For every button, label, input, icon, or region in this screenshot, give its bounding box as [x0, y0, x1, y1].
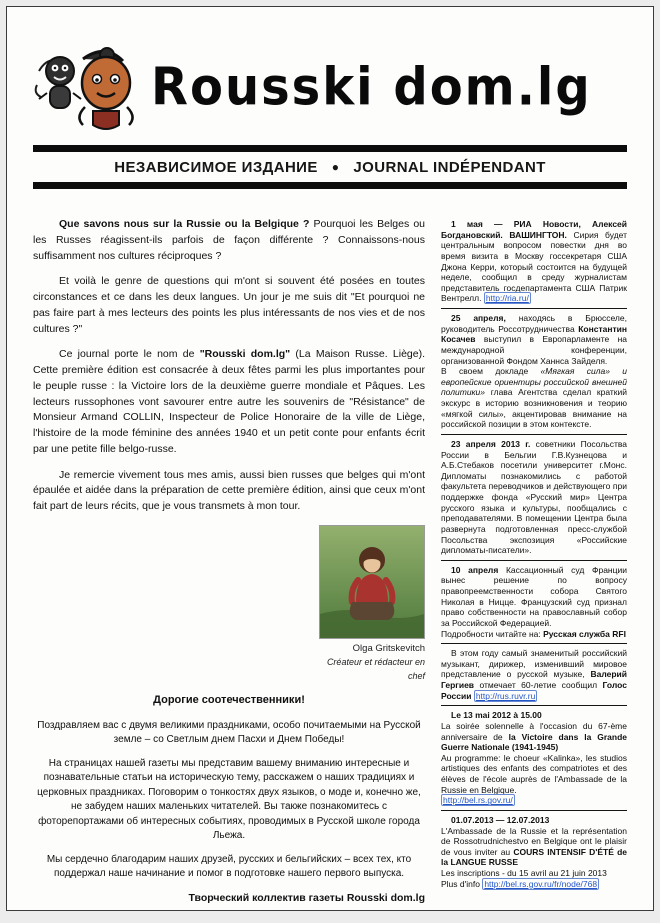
- text-run: выступил в Европарламенте на международной конференции, организованной Фондом Ханнса Зайделя.: [441, 334, 627, 366]
- text-run: отмечает 60-летие сообщил: [474, 680, 603, 690]
- text-run: Сирия будет центральным вопросом повестки дня во время визита в Москву госсекретаря США Джона Керри, который состоится на будущей неделе, сообщил в среду журналистам представитель госдепартамента США Патрик Вентрелл.: [441, 229, 627, 304]
- text-run: Ce journal porte le nom de: [59, 348, 200, 361]
- text-run: "Rousski dom.lg": [199, 348, 291, 361]
- news-item: [441, 439, 627, 556]
- text-run: В своем докладе: [441, 366, 541, 377]
- masthead-tagline: [33, 152, 627, 182]
- editorial-paragraph: [33, 217, 425, 264]
- text-run: 23 апреля 2013 г.: [451, 438, 531, 449]
- text-run: глава Агентства сделал краткий экскурс в историю возникновения и теорию «мягкой силы», акцентировав внимание на российской позиции в этом контексте.: [441, 387, 627, 430]
- newspaper-page: [6, 6, 654, 911]
- tagline-russian: НЕЗАВИСИМОЕ ИЗДАНИЕ: [114, 159, 318, 176]
- text-run: Plus d'info: [441, 878, 483, 889]
- tagline-french: JOURNAL INDÉPENDANT: [353, 159, 546, 176]
- hyperlink[interactable]: http://rus.ruvr.ru: [475, 690, 536, 701]
- news-separator: [441, 705, 627, 706]
- text-run: Кассационный суд Франции вынес решение по вопросу правопреемственности собора Святого Николая в Ницце. Французский суд признал право собственности на православный собор за Российской Федерацией.: [441, 564, 627, 628]
- photo-caption-name: Olga Gritskevitch: [352, 642, 425, 654]
- news-separator: [441, 434, 627, 435]
- hyperlink[interactable]: http://bel.rs.gov.ru/: [443, 795, 513, 806]
- news-separator: [441, 643, 627, 644]
- text-run: Les inscriptions - du 15 avril au 21 juin 2013: [441, 868, 607, 878]
- logo-illustration: [33, 41, 143, 133]
- text-run: Русская служба RFI: [543, 628, 626, 639]
- text-run: Que savons nous sur la Russie ou la Belgique ?: [59, 218, 310, 230]
- hyperlink[interactable]: http://ria.ru/: [485, 293, 529, 304]
- text-run: Голос России: [441, 680, 627, 701]
- editor-photo: [319, 525, 425, 639]
- news-item: [441, 313, 627, 430]
- news-item: [441, 648, 627, 701]
- news-item: [441, 219, 627, 304]
- text-run: la Victoire dans la Grande Guerre Nationale (1941-1945): [441, 731, 628, 753]
- news-column: [441, 217, 627, 906]
- text-run: Валерий Гергиев: [441, 669, 627, 690]
- news-separator: [441, 308, 627, 309]
- text-run: советники Посольства России в Бельгии Г.В.Кузнецова и А.Б.Стебаков посетили университет г.Монс. Дипломаты познакомились с работой факультета переводчиков и действующего при поддержке фонда «Русский мир» Центра русского языка и культуры, пообщались с преподавателями. В помещении Центра была развернута подготовленная пресс-службой Посольства экспозиция «Российские дипломаты-писатели».: [441, 438, 628, 556]
- news-separator: [441, 560, 627, 561]
- text-run: Pourquoi les Belges ou les Russes réagissent-ils parfois de façon différente ? Connaissons-nous suffisamment nos cultures réciproques ?: [33, 218, 425, 262]
- text-run: La soirée solennelle à l'occasion du 67-ème anniversaire de: [441, 720, 627, 742]
- photo-caption-role: Créateur et rédacteur en chef: [326, 657, 425, 681]
- address-paragraph: Мы сердечно благодарим наших друзей, русских и бельгийских – всех тех, кто поддержал наше начинание и помог в подготовке нашего первого выпуска.: [46, 853, 412, 880]
- news-separator: [441, 810, 627, 811]
- divider-bar-bottom: [33, 182, 627, 189]
- text-run: Подробности читайте на:: [441, 628, 544, 639]
- news-item: [441, 815, 627, 889]
- editorial-column: [33, 217, 425, 906]
- text-run: В этом году самый знаменитый российский музыкант, дирижер, изменивший мировое представление о русской музыке,: [441, 648, 627, 680]
- news-item: [441, 710, 627, 806]
- page-content: [33, 189, 627, 906]
- text-run: находясь в Брюсселе, руководитель Россотрудничества: [441, 313, 627, 334]
- hyperlink[interactable]: http://bel.rs.gov.ru/fr/node/768: [484, 878, 598, 889]
- text-run: 10 апреля: [451, 564, 499, 575]
- text-run: 01.07.2013 — 12.07.2013: [451, 814, 550, 825]
- text-run: COURS INTENSIF D'ÉTÉ de la LANGUE RUSSE: [441, 846, 627, 868]
- text-run: «Мягкая сила» и европейские ориентиры российской внешней политики»: [441, 366, 628, 398]
- text-run: Константин Косачев: [441, 323, 627, 345]
- editorial-paragraph: [33, 274, 425, 337]
- editor-photo-block: [319, 525, 425, 683]
- news-item: [441, 565, 627, 639]
- masthead-title: Rousski dom.lg: [151, 56, 592, 118]
- text-run: Le 13 mai 2012 à 15.00: [451, 710, 542, 721]
- text-run: (La Maison Russe. Liège). Cette première édition est consacrée à deux fêtes parmi les plus importantes pour le peuple russe : la Victoire lors de la deuxième guerre mondiale et Pâques. Les lecteurs russophones vont savourer entre autre les souvenirs de "Résistance" de Monsieur Armand COLLIN, Inspecteur de Police Honoraire de la ville de Liège, l'histoire de la mode féminine des années 1940 et un petit conte pour enfants écrit par une petite fille belgo-russe.: [33, 348, 426, 455]
- text-run: Je remercie vivement tous mes amis, aussi bien russes que belges qui m'ont épaulée et aidée dans la préparation de cette première édition, ainsi que ceux m'ont fait part de leurs récits, que je vous transmets à mon tour.: [33, 468, 425, 512]
- editorial-paragraph: [33, 468, 425, 515]
- masthead: [33, 7, 627, 137]
- address-paragraph: На страницах нашей газеты мы представим вашему вниманию интересные и познавательные статьи на историческую тему, расскажем о наших традициях и церковных праздниках. Поговорим о тонкостях двух языков, о моде и, конечно же, не забудем наших маленьких читателей. Вы также познакомитесь с фоторепортажами об интересных событиях, проводимых в Русской школе города Льежа.: [37, 757, 421, 842]
- divider-bar-top: [33, 145, 627, 152]
- editorial-signature: Творческий коллектив газеты Rousski dom.lg: [188, 891, 425, 904]
- text-run: L'Ambassade de la Russie et la représentation de Rossotrudnichestvo en Belgique ont le plaisir de vous inviter au: [441, 825, 627, 857]
- address-paragraph: Поздравляем вас с двумя великими праздниками, особо почитаемыми на Русской земле – со Светлым днем Пасхи и Днем Победы!: [37, 719, 421, 746]
- text-run: Au programme: le choeur «Kalinka», les studios artistiques des enfants des compatriotes et des élèves de l'école auprès de l'Ambassade de la Russie en Belgique.: [441, 752, 627, 795]
- text-run: 25 апреля,: [451, 313, 506, 323]
- text-run: 1 мая — РИА Новости, Алексей Богдановский. ВАШИНГТОН.: [441, 219, 627, 240]
- editorial-paragraph: [33, 347, 425, 457]
- address-to-compatriots: [33, 693, 425, 906]
- text-run: Et voilà le genre de questions qui m'ont si souvent été posées en toutes circonstances et ce dans les deux langues. Un jour je me suis dit "Et pourquoi ne pas faire part à mes lecteurs des points les plus intéressants de nos vies et de nos cultures ?": [33, 275, 425, 335]
- bullet-separator: ●: [331, 160, 340, 174]
- address-salutation: Дорогие соотечественники!: [153, 694, 305, 706]
